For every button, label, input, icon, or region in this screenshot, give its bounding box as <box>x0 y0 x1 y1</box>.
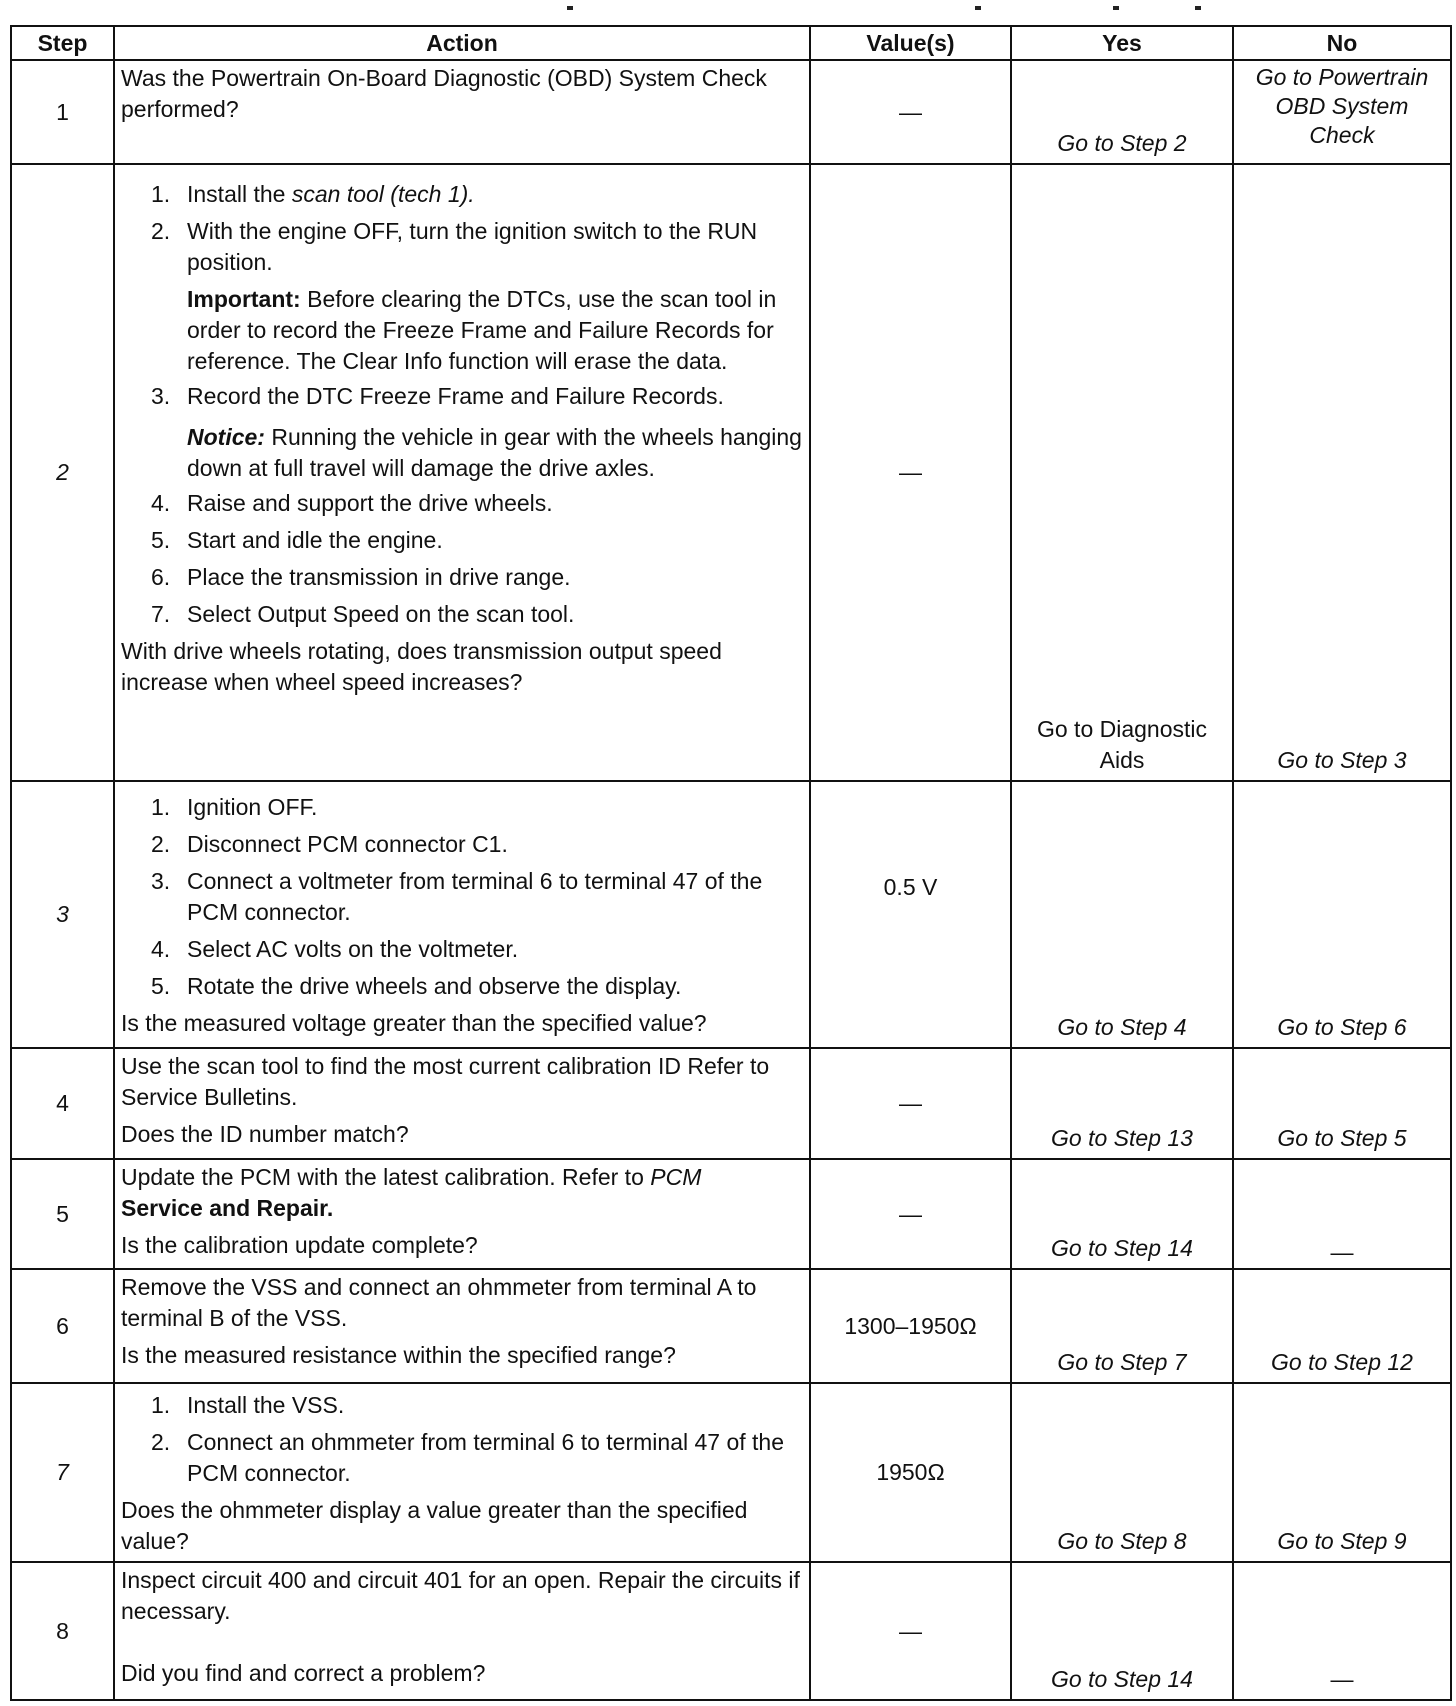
action-cell <box>114 1269 810 1383</box>
list-item: 2. With the engine OFF, turn the ignition switch to the RUN position. <box>151 218 758 275</box>
step-number: 8 <box>11 1562 114 1700</box>
important-note: Important: Before clearing the DTCs, use the scan tool in order to record the Freeze Frame and Failure Records for reference. The Clear Info function will erase the data. <box>187 286 777 374</box>
no-link[interactable]: Go to Powertrain OBD System Check <box>1255 64 1429 148</box>
question-text: Is the calibration update complete? <box>121 1232 478 1258</box>
question-text: Does the ID number match? <box>121 1121 409 1147</box>
question-text: With drive wheels rotating, does transmission output speed increase when wheel speed increases? <box>121 638 722 695</box>
action-cell <box>114 1159 810 1269</box>
header-yes: Yes <box>1011 26 1233 60</box>
no-cell <box>1233 1269 1451 1383</box>
value-cell: — <box>810 60 1011 164</box>
action-cell <box>114 164 810 781</box>
step-row-7 <box>11 1383 1451 1562</box>
value-cell: — <box>810 1048 1011 1159</box>
yes-link[interactable]: Go to Diagnostic Aids <box>1036 716 1208 773</box>
action-text: Use the scan tool to find the most current calibration ID Refer to Service Bulletins. <box>121 1053 770 1110</box>
yes-link[interactable]: Go to Step 7 <box>1057 1349 1187 1375</box>
yes-cell <box>1011 1159 1233 1269</box>
step-row-5 <box>11 1159 1451 1269</box>
header-no: No <box>1233 26 1451 60</box>
step-row-1 <box>11 60 1451 164</box>
action-text: Was the Powertrain On-Board Diagnostic (OBD) System Check performed? <box>121 65 767 122</box>
no-cell <box>1233 1048 1451 1159</box>
value-cell: 0.5 V <box>810 781 1011 1048</box>
list-item: 1. Install the scan tool (tech 1). <box>151 181 475 207</box>
step-number: 6 <box>11 1269 114 1383</box>
no-link[interactable]: Go to Step 9 <box>1277 1528 1407 1554</box>
step-number: 1 <box>11 60 114 164</box>
no-link[interactable]: Go to Step 6 <box>1277 1014 1407 1040</box>
list-item: 3. Record the DTC Freeze Frame and Failure Records. <box>151 383 724 409</box>
no-cell <box>1233 60 1451 164</box>
step-number: 5 <box>11 1159 114 1269</box>
step-row-4 <box>11 1048 1451 1159</box>
no-cell: — <box>1233 1159 1451 1269</box>
step-number: 2 <box>11 164 114 781</box>
no-cell: — <box>1233 1562 1451 1700</box>
header-step: Step <box>11 26 114 60</box>
yes-cell <box>1011 1383 1233 1562</box>
question-text: Did you find and correct a problem? <box>121 1660 486 1686</box>
value-cell: 1950Ω <box>810 1383 1011 1562</box>
action-text: Update the PCM with the latest calibration. Refer to PCM Service and Repair. <box>121 1164 702 1221</box>
yes-link[interactable]: Go to Step 2 <box>1057 130 1187 156</box>
question-text: Does the ohmmeter display a value greater than the specified value? <box>121 1497 748 1554</box>
no-cell <box>1233 1383 1451 1562</box>
list-item: 2. Disconnect PCM connector C1. <box>151 831 508 857</box>
no-link[interactable]: Go to Step 12 <box>1271 1349 1413 1375</box>
no-link[interactable]: Go to Step 3 <box>1277 747 1407 773</box>
list-item: 2. Connect an ohmmeter from terminal 6 to terminal 47 of the PCM connector. <box>151 1429 785 1486</box>
diagnostic-table <box>10 25 1452 1701</box>
action-cell <box>114 781 810 1048</box>
header-action: Action <box>114 26 810 60</box>
yes-cell <box>1011 164 1233 781</box>
yes-link[interactable]: Go to Step 14 <box>1051 1666 1193 1692</box>
header-row <box>11 26 1451 60</box>
yes-cell <box>1011 1562 1233 1700</box>
value-cell: — <box>810 1562 1011 1700</box>
list-item: 3. Connect a voltmeter from terminal 6 to terminal 47 of the PCM connector. <box>151 868 763 925</box>
value-cell: — <box>810 164 1011 781</box>
yes-cell <box>1011 1269 1233 1383</box>
no-link[interactable]: Go to Step 5 <box>1277 1125 1407 1151</box>
question-text: Is the measured voltage greater than the specified value? <box>121 1010 707 1036</box>
list-item: 1. Ignition OFF. <box>151 794 318 820</box>
no-cell <box>1233 164 1451 781</box>
yes-cell <box>1011 781 1233 1048</box>
step-row-2 <box>11 164 1451 781</box>
question-text: Is the measured resistance within the specified range? <box>121 1342 676 1368</box>
list-item: 6. Place the transmission in drive range. <box>151 564 571 590</box>
yes-cell <box>1011 1048 1233 1159</box>
value-cell: — <box>810 1159 1011 1269</box>
action-text: Remove the VSS and connect an ohmmeter from terminal A to terminal B of the VSS. <box>121 1274 757 1331</box>
step-number: 3 <box>11 781 114 1048</box>
yes-link[interactable]: Go to Step 13 <box>1051 1125 1193 1151</box>
step-row-6 <box>11 1269 1451 1383</box>
notice-note: Notice: Running the vehicle in gear with the wheels hanging down at full travel will damage the drive axles. <box>187 424 802 481</box>
header-values: Value(s) <box>810 26 1011 60</box>
step-row-8 <box>11 1562 1451 1700</box>
yes-link[interactable]: Go to Step 8 <box>1057 1528 1187 1554</box>
action-cell <box>114 60 810 164</box>
list-item: 7. Select Output Speed on the scan tool. <box>151 601 575 627</box>
step-number: 7 <box>11 1383 114 1562</box>
action-cell <box>114 1562 810 1700</box>
action-cell <box>114 1048 810 1159</box>
no-cell <box>1233 781 1451 1048</box>
action-cell <box>114 1383 810 1562</box>
list-item: 4. Select AC volts on the voltmeter. <box>151 936 519 962</box>
value-cell: 1300–1950Ω <box>810 1269 1011 1383</box>
yes-link[interactable]: Go to Step 4 <box>1057 1014 1187 1040</box>
yes-link[interactable]: Go to Step 14 <box>1051 1235 1193 1261</box>
yes-cell <box>1011 60 1233 164</box>
step-row-3 <box>11 781 1451 1048</box>
list-item: 4. Raise and support the drive wheels. <box>151 490 553 516</box>
list-item: 5. Rotate the drive wheels and observe the display. <box>151 973 682 999</box>
action-text: Inspect circuit 400 and circuit 401 for an open. Repair the circuits if necessary. <box>121 1567 800 1624</box>
list-item: 1. Install the VSS. <box>151 1392 345 1418</box>
step-number: 4 <box>11 1048 114 1159</box>
list-item: 5. Start and idle the engine. <box>151 527 443 553</box>
